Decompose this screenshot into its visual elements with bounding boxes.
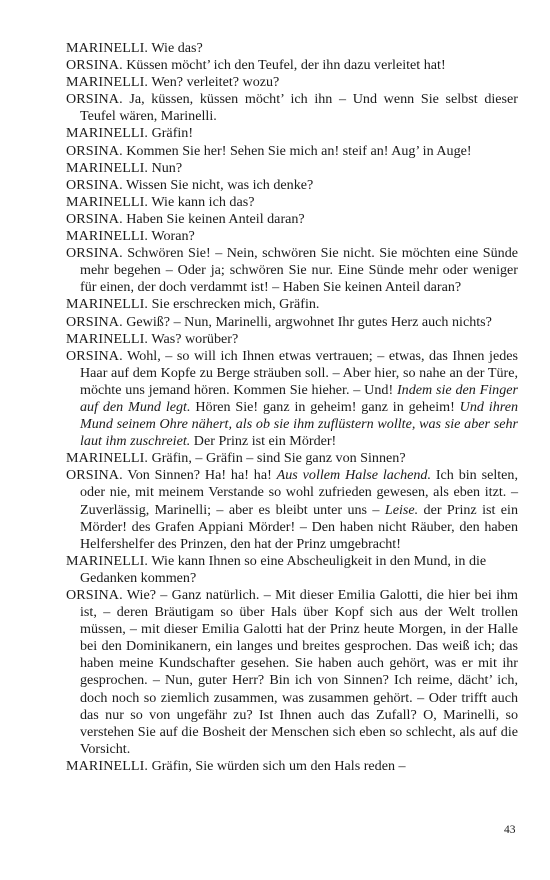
speaker-name: ORSINA. — [66, 210, 123, 227]
dialogue-line — [66, 450, 518, 467]
dialogue-line — [66, 331, 518, 348]
speaker-name: MARINELLI. — [66, 228, 149, 245]
speech-text: Ja, küssen, küssen möcht’ ich ihn – Und wenn Sie selbst dieser Teufel wären, Marinelli. — [80, 91, 518, 125]
dialogue-line — [66, 758, 518, 775]
speech-text: Woran? — [151, 228, 195, 245]
speech-text: Von Sinnen? Ha! ha! ha! — [127, 467, 277, 484]
speaker-name: ORSINA. — [66, 245, 123, 262]
dialogue-line — [66, 228, 518, 245]
dialogue-text — [66, 40, 518, 775]
speech-text: Wohl, – so will ich Ihnen etwas vertrauen; – etwas, das Ihnen jedes Haar auf dem Kopfe zu Berge sträuben soll. – Aber hier, so nahe an der Türe, möchte uns jemand hören. Kommen Sie hieher. – Und! — [80, 347, 518, 398]
speech-text: Sie erschrecken mich, Gräfin. — [151, 296, 320, 313]
stage-direction: Aus vollem Halse lachend. — [276, 467, 431, 484]
dialogue-line — [66, 143, 518, 160]
speech-text: Haben Sie keinen Anteil daran? — [126, 210, 305, 227]
speech-text: Gräfin! — [151, 125, 194, 142]
stage-direction: Leise. — [384, 501, 419, 518]
dialogue-line — [66, 211, 518, 228]
speech-text: Ich bin selten, oder nie, mit meinem Verstande so wohl zufrieden gewesen, als eben itzt. – Zuverlässig, Marinelli; – aber es bleibt unter uns – — [80, 467, 518, 518]
speaker-name: MARINELLI. — [66, 159, 149, 176]
speaker-name: MARINELLI. — [66, 193, 149, 210]
speech-text: Wen? verleitet? wozu? — [151, 74, 280, 91]
dialogue-line — [66, 160, 518, 177]
speech-text: Der Prinz ist ein Mörder! — [190, 433, 337, 450]
dialogue-line — [66, 348, 518, 451]
dialogue-line — [66, 91, 518, 125]
speaker-name: MARINELLI. — [66, 296, 149, 313]
stage-direction: Und ihren Mund seinem Ohre nähert, als ob sie ihm zuflüstern wollte, was sie aber sehr laut ihm zuschreiet. — [80, 398, 518, 450]
speech-text: Küssen möcht’ ich den Teufel, der ihn dazu verleitet hat! — [126, 57, 446, 74]
speaker-name: ORSINA. — [66, 347, 123, 364]
dialogue-line — [66, 296, 518, 313]
dialogue-line — [66, 314, 518, 331]
speaker-name: MARINELLI. — [66, 757, 149, 774]
speech-text: Wie das? — [151, 40, 203, 56]
speaker-name: ORSINA. — [66, 142, 123, 159]
speech-text: Wie kann ich das? — [151, 193, 255, 210]
dialogue-line — [66, 74, 518, 91]
dialogue-line — [66, 245, 518, 296]
speaker-name: ORSINA. — [66, 91, 123, 108]
speech-text: der Prinz ist ein Mörder! des Grafen Appiani Mörder! – Den haben nicht Räuber, den haben Helfershelfer des Prinzen, den hat der Prinz umgebracht! — [80, 501, 518, 552]
speech-text: Wie kann Ihnen so eine Abscheuligkeit in den Mund, in die Gedanken kommen? — [80, 552, 487, 586]
speech-text: Gewiß? – Nun, Marinelli, argwohnet Ihr gutes Herz auch nichts? — [126, 313, 492, 330]
dialogue-line — [66, 194, 518, 211]
speech-text: Wie? – Ganz natürlich. – Mit dieser Emilia Galotti, die hier bei ihm ist, – deren Bräutigam so über Hals über Kopf sich aus der Welt trollen müssen, – mit dieser Emilia Galotti hat der Prinz heute Morgen, in der Halle bei den Dominikanern, ein langes und breites gesprochen. Das weiß ich; das haben meine Kundschafter gesehen. Sie haben auch gehört, was er mit ihr gesprochen. – Nun, guter Herr? Bin ich von Sinnen? Ich reime, dächt’ ich, doch noch so ziemlich zusammen, was zusammen gehört. – Oder trifft auch das nur so von ungefähr zu? Ist Ihnen auch das Zufall? O, Marinelli, so verstehen Sie auf die Bosheit der Menschen sich eben so schlecht, als auf die Vorsicht. — [80, 587, 518, 757]
stage-direction: Indem sie den Finger auf den Mund legt. — [80, 381, 518, 415]
speaker-name: ORSINA. — [66, 313, 123, 330]
speaker-name: MARINELLI. — [66, 74, 149, 91]
speaker-name: ORSINA. — [66, 176, 123, 193]
speech-text: Schwören Sie! – Nein, schwören Sie nicht. Sie möchten eine Sünde mehr begehen – Oder ja; schwören Sie nur. Eine Sünde mehr oder weniger für einen, der doch verdammt ist! – Haben Sie keinen Anteil daran? — [80, 245, 518, 296]
speaker-name: MARINELLI. — [66, 450, 149, 467]
speaker-name: ORSINA. — [66, 587, 123, 603]
speech-text: Was? worüber? — [151, 330, 239, 347]
speaker-name: ORSINA. — [66, 467, 123, 484]
speech-text: Wissen Sie nicht, was ich denke? — [125, 176, 314, 193]
speech-text: Kommen Sie her! Sehen Sie mich an! steif an! Aug’ in Auge! — [126, 142, 472, 159]
speaker-name: MARINELLI. — [66, 40, 149, 56]
speech-text: Gräfin, Sie würden sich um den Hals reden – — [151, 757, 406, 774]
speech-text: Hören Sie! ganz in geheim! ganz in geheim! — [190, 398, 460, 415]
speaker-name: MARINELLI. — [66, 330, 149, 347]
dialogue-line — [66, 125, 518, 142]
dialogue-line — [66, 57, 518, 74]
speaker-name: MARINELLI. — [66, 125, 149, 142]
speaker-name: MARINELLI. — [66, 552, 149, 569]
speech-text: Nun? — [151, 159, 183, 176]
speech-text: Gräfin, – Gräfin – sind Sie ganz von Sinnen? — [151, 450, 406, 467]
dialogue-line — [66, 553, 518, 587]
dialogue-line — [66, 467, 518, 552]
dialogue-line — [66, 40, 518, 57]
speaker-name: ORSINA. — [66, 57, 123, 74]
page-number: 43 — [504, 824, 516, 836]
dialogue-line — [66, 587, 518, 758]
dialogue-line — [66, 177, 518, 194]
